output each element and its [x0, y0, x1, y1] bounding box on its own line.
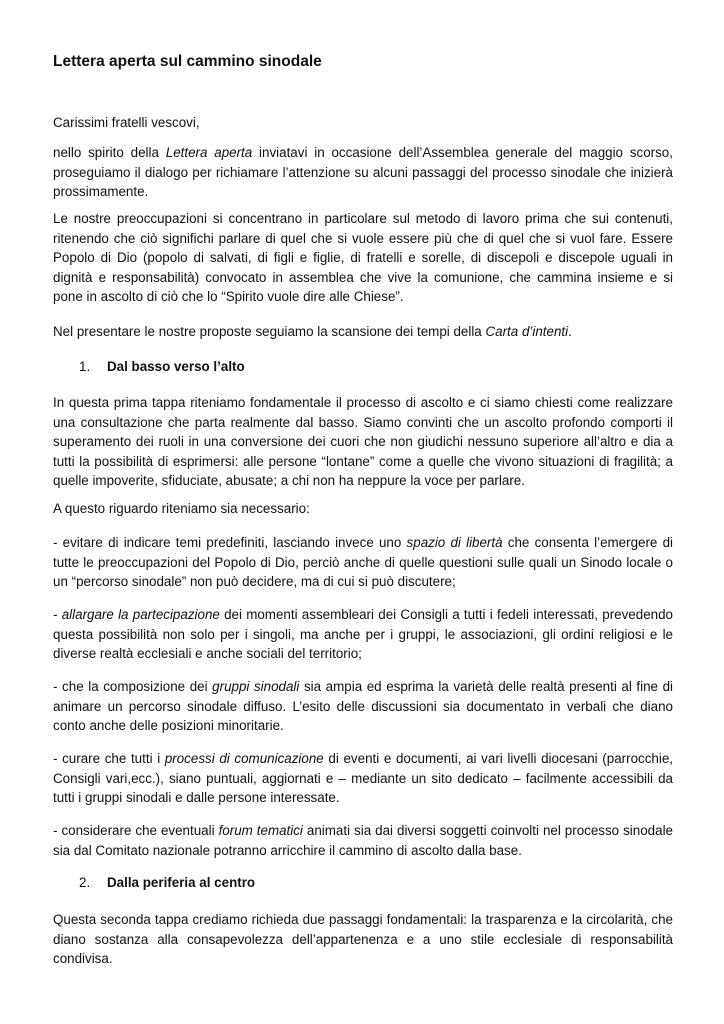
list-item-1	[53, 533, 673, 592]
section-heading-1	[53, 357, 673, 377]
section-number-2: 2.	[79, 875, 91, 890]
section-number-1: 1.	[79, 359, 91, 374]
list-item-3-text-c: sia ampia ed esprima la varietà delle realtà presenti al fine di animare un percorso sinodale diffuso. L’esito delle discussioni sia documentato in verbali che diano conto anche delle posizioni minoritarie.	[53, 679, 673, 733]
list-item-4-text-c: di eventi e documenti, ai vari livelli diocesani (parrocchie, Consigli vari,ecc.), siano puntuali, aggiornati e – mediante un sito dedicato – facilmente accessibili da tutti i gruppi sinodali e dalle persone interessate.	[53, 751, 674, 805]
section-title-2: Dalla periferia al centro	[107, 875, 256, 890]
list-item-1-text-a: - evitare di indicare temi predefiniti, lasciando invece uno	[53, 535, 407, 550]
list-item-5	[53, 821, 673, 860]
paragraph-second-stage: Questa seconda tappa crediamo richieda due passaggi fondamentali: la trasparenza e la circolarità, che diano sostanza alla consapevolezza dell’appartenenza e a uno stile ecclesiale di responsabilità condivisa.	[53, 912, 673, 966]
list-item-2	[53, 605, 673, 664]
list-item-4-emphasis: processi di comunicazione	[164, 751, 324, 766]
list-item-2-text-c: dei momenti assembleari dei Consigli a tutti i fedeli interessati, prevedendo questa possibilità non solo per i singoli, ma anche per i gruppi, le associazioni, gli ordini religiosi e le diverse realtà ecclesiali e anche sociali del territorio;	[53, 607, 673, 661]
paragraph-intro	[53, 143, 673, 202]
document-title: Lettera aperta sul cammino sinodale	[53, 53, 322, 70]
paragraph-necessary: A questo riguardo riteniamo sia necessario:	[53, 501, 310, 516]
list-item-4-text-a: - curare che tutti i	[53, 751, 165, 766]
paragraph-proposals-text-a: Nel presentare le nostre proposte seguiamo la scansione dei tempi della	[53, 324, 486, 339]
list-item-3-text-a: - che la composizione dei	[53, 679, 213, 694]
list-item-1-text-c: che consenta l’emergere di tutte le preoccupazioni del Popolo di Dio, perciò anche di quelle questioni sulle quali un Sinodo locale o un “percorso sinodale” non può decidere, ma di cui si può discutere;	[53, 535, 674, 589]
list-item-2-emphasis: allargare la partecipazione	[61, 607, 220, 622]
paragraph-listening: In questa prima tappa riteniamo fondamentale il processo di ascolto e ci siamo chiesti come realizzare una consultazione che parta realmente dal basso. Siamo convinti che un ascolto profondo comporti il superamento dei ruoli in una conversione dei cuori che non giudichi nessuno superiore all’altro e dia a tutti la possibilità di esprimersi: alle persone “lontane” come a quelle che vivono situazioni di fragilità; a quelle impoverite, sfiduciate, abusate; a chi non ha neppure la voce per parlare.	[53, 395, 673, 488]
paragraph-intro-emphasis: Lettera aperta	[165, 145, 253, 160]
list-item-4	[53, 749, 673, 808]
paragraph-proposals-text-c: .	[568, 324, 572, 339]
list-item-5-text-c: animati sia dai diversi soggetti coinvolti nel processo sinodale sia dal Comitato nazionale potranno arricchire il cammino di ascolto dalla base.	[53, 823, 673, 858]
list-item-5-text-a: - considerare che eventuali	[53, 823, 219, 838]
paragraph-concerns: Le nostre preoccupazioni si concentrano in particolare sul metodo di lavoro prima che sui contenuti, ritenendo che ciò significhi parlare di quel che si vuole essere più che di quel che si vuol fare. Essere Popolo di Dio (popolo di salvati, di figli e figlie, di fratelli e sorelle, di discepoli e discepole uguali in dignità e responsabilità) convocato in assemblea che vive la comunione, che cammina insieme e si pone in ascolto di ciò che lo “Spirito vuole dire alle Chiese”.	[53, 211, 673, 304]
paragraph-intro-text-a: nello spirito della	[53, 145, 166, 160]
paragraph-proposals-emphasis: Carta d’intenti	[485, 324, 569, 339]
greeting: Carissimi fratelli vescovi,	[53, 115, 200, 130]
list-item-3	[53, 677, 673, 736]
list-item-1-emphasis: spazio di libertà	[406, 535, 503, 550]
list-item-5-emphasis: forum tematici	[218, 823, 303, 838]
paragraph-proposals	[53, 322, 673, 342]
list-item-3-emphasis: gruppi sinodali	[212, 679, 300, 694]
paragraph-intro-text-c: inviatavi in occasione dell’Assemblea generale del maggio scorso, proseguiamo il dialogo per richiamare l’attenzione su alcuni passaggi del processo sinodale che inizierà prossimamente.	[53, 145, 673, 199]
section-title-1: Dal basso verso l’alto	[107, 359, 245, 374]
section-heading-2	[53, 873, 673, 893]
list-item-2-text-a: -	[53, 607, 62, 622]
